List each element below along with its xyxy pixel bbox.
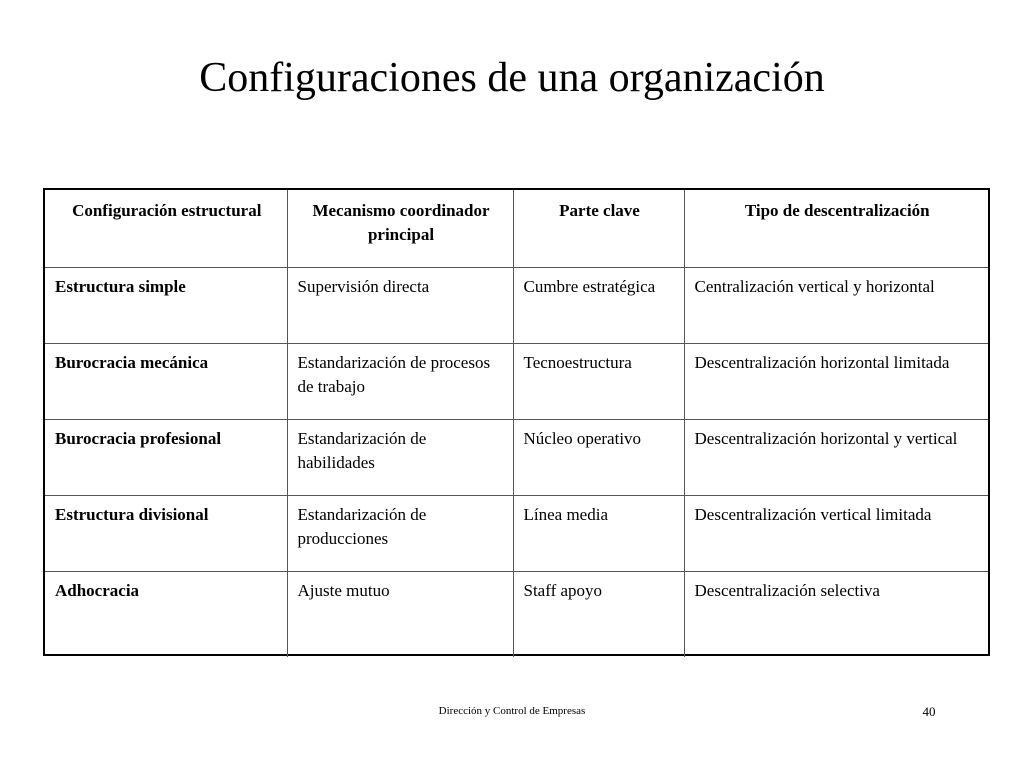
table-cell: Línea media: [513, 495, 684, 571]
table-header-row: [45, 190, 988, 267]
table-cell: Descentralización selectiva: [684, 571, 988, 657]
table-cell: Núcleo operativo: [513, 419, 684, 495]
row-label: Burocracia profesional: [45, 419, 287, 495]
row-label: Adhocracia: [45, 571, 287, 657]
table-grid: [45, 190, 988, 657]
header-descentralizacion: Tipo de descentralización: [684, 190, 988, 267]
row-label: Estructura divisional: [45, 495, 287, 571]
table-cell: Staff apoyo: [513, 571, 684, 657]
footer-text: Dirección y Control de Empresas: [438, 705, 586, 717]
table-row: [45, 495, 988, 571]
table-cell: Centralización vertical y horizontal: [684, 267, 988, 343]
header-mecanismo: Mecanismo coordinador principal: [287, 190, 513, 267]
table-row: [45, 419, 988, 495]
table-row: [45, 343, 988, 419]
slide-title: Configuraciones de una organización: [199, 55, 825, 101]
table-cell: Ajuste mutuo: [287, 571, 513, 657]
page-number: 40: [922, 704, 936, 719]
table-cell: Estandarización de habilidades: [287, 419, 513, 495]
table-cell: Descentralización horizontal limitada: [684, 343, 988, 419]
configurations-table: [43, 188, 990, 656]
table-row: [45, 571, 988, 657]
table-cell: Tecnoestructura: [513, 343, 684, 419]
header-configuracion: Configuración estructural: [45, 190, 287, 267]
row-label: Estructura simple: [45, 267, 287, 343]
table-cell: Estandarización de producciones: [287, 495, 513, 571]
table-cell: Descentralización vertical limitada: [684, 495, 988, 571]
table-cell: Estandarización de procesos de trabajo: [287, 343, 513, 419]
table-row: [45, 267, 988, 343]
table-cell: Descentralización horizontal y vertical: [684, 419, 988, 495]
table-cell: Supervisión directa: [287, 267, 513, 343]
header-parte-clave: Parte clave: [513, 190, 684, 267]
row-label: Burocracia mecánica: [45, 343, 287, 419]
table-cell: Cumbre estratégica: [513, 267, 684, 343]
